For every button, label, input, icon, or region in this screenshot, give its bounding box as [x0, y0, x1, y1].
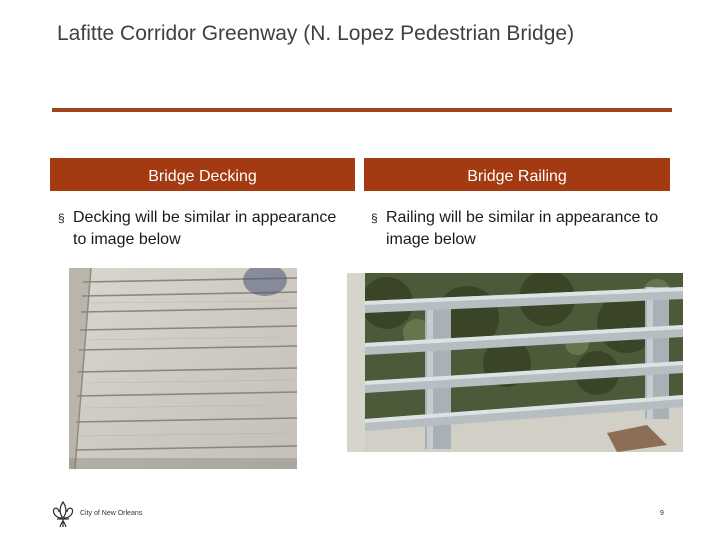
decking-photo	[69, 268, 297, 469]
decking-bullet-text: Decking will be similar in appearance to image below	[73, 209, 337, 248]
decking-bullet	[58, 207, 348, 251]
bullet-mark: §	[371, 211, 378, 225]
railing-bullet-text: Railing will be similar in appearance to image below	[386, 209, 659, 248]
decking-column-header: Bridge Decking	[50, 158, 355, 191]
fleur-de-lis-icon	[50, 500, 76, 530]
footer-organization: City of New Orleans	[80, 510, 143, 517]
slide-title: Lafitte Corridor Greenway (N. Lopez Pedestrian Bridge)	[57, 22, 575, 45]
title-divider	[52, 108, 672, 112]
bullet-mark: §	[58, 211, 65, 225]
railing-photo	[347, 273, 683, 452]
railing-column-header: Bridge Railing	[364, 158, 670, 191]
railing-bullet	[371, 207, 661, 251]
page-number: 9	[660, 510, 664, 517]
